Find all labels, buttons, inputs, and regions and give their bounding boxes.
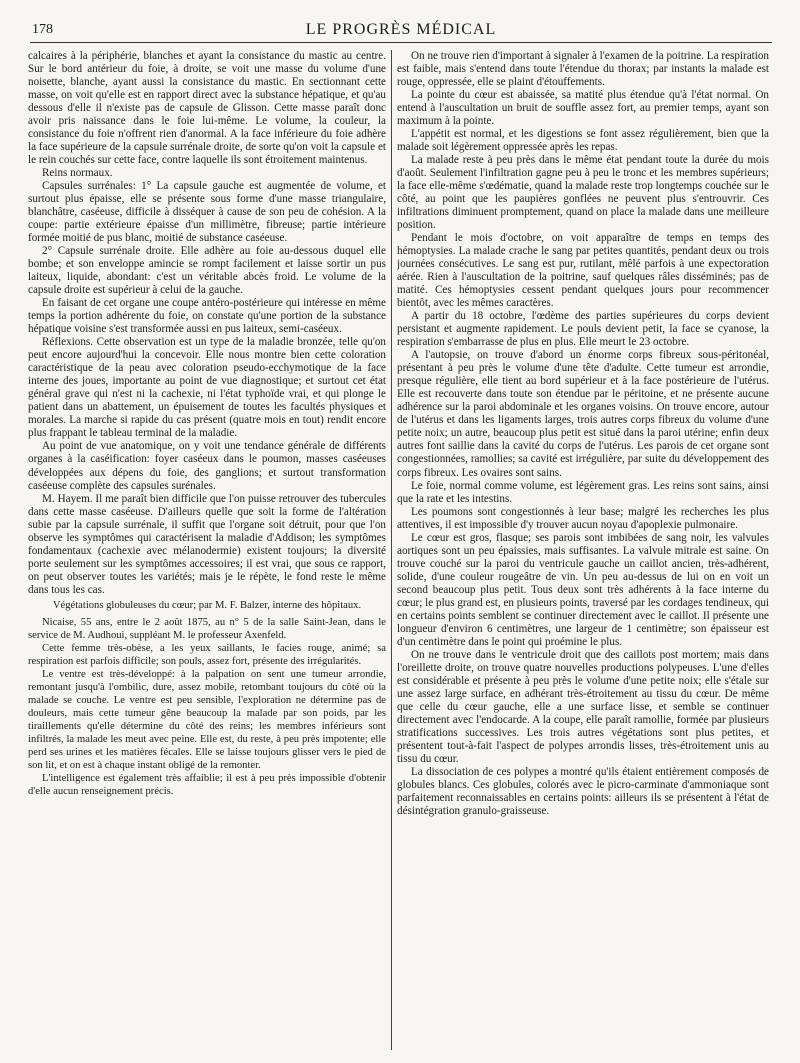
column-divider [391,50,392,1050]
paragraph: On ne trouve dans le ventricule droit que des caillots post mortem; mais dans l'oreillette droite, on trouve quatre nouvelles productions polypeuses. L'une d'elles est considérable et présente à peu près le volume d'une petite noix; elle s'étale sur une assez large surface, en adhérant très-étroitement au tissu du cœur. De même que celle du cœur gauche, elle a une surface lisse, et semble se continuer directement avec l'endocarde. A la coupe, elle paraît ramollie, formée par plusieurs stratifications successives. Les trois autres végétations sont plus petites, et présentent tout-à-fait l'aspect de polypes arrondis lisses, très-étroitement unis au tissu du cœur. [397,648,769,765]
paragraph: La dissociation de ces polypes a montré qu'ils étaient entièrement composés de globules blancs. Ces globules, colorés avec le picro-carminate d'ammoniaque sont parfaitement reconnaissables en certains points: ailleurs ils se présentent à l'état de désintégration granulo-graisseuse. [397,765,769,817]
paragraph: Le foie, normal comme volume, est légèrement gras. Les reins sont sains, ainsi que la rate et les intestins. [397,479,769,505]
paragraph: Au point de vue anatomique, on y voit une tendance générale de différents organes à la caséification: foyer caséeux dans le poumon, masses caséeuses développées aux dépens du foie, des ganglions; et surtout transformation caséeuse complète des capsules surénales. [28,440,386,492]
paragraph: Reins normaux. [42,167,113,180]
paragraph: A partir du 18 octobre, l'œdème des parties supérieures du corps devient persistant et augmente rapidement. Le pouls devient petit, la face se cyanose, la respiration s'embarrasse de plus en plus. Elle meurt le 23 octobre. [397,310,769,349]
journal-title: LE PROGRÈS MÉDICAL [305,21,497,38]
running-header [30,20,772,43]
right-column [397,50,769,1053]
paragraph: La pointe du cœur est abaissée, sa matité plus étendue qu'à l'état normal. On entend à l'auscultation un bruit de souffle assez fort, au premier temps, ayant son maximum à la pointe. [397,89,769,128]
paragraph: M. Hayem. Il me paraît bien difficile que l'on puisse retrouver des tubercules dans cette masse caséeuse. D'ailleurs quelle que soit la forme de l'altération subie par la capsule surrénale, il suffit que l'organe soit détruit, pour que l'on observe les symptômes qui caractérisent la maladie d'Addison; les symptômes fondamentaux (cachexie avec mélanodermie) existent toujours; la diversité porte seulement sur les symptômes accessoires; il est vrai, que sous ce rapport, on peut observer toutes les variétés; mais je le répète, le fond reste le même dans tous les cas. [28,492,386,596]
page-number: 178 [32,22,53,37]
paragraph: La malade reste à peu près dans le même état pendant toute la durée du mois d'août. Seulement l'infiltration gagne peu à peu le tronc et les membres supérieurs; la face elle-même s'œdématie, quand la malade reste trop longtemps couchée sur le côté, au point que les paupières gonflées ne peuvent plus s'entrouvrir. Ces infiltrations diminuent promptement, quand on place la malade dans une meilleure position. [397,154,769,232]
paragraph: L'intelligence est également très affaiblie; il est à peu près impossible d'obtenir d'elle aucun renseignement précis. [28,772,386,797]
paragraph: calcaires à la périphérie, blanches et ayant la consistance du mastic au centre. Sur le bord antérieur du foie, à droite, se voit une masse du volume d'une noisette, blanche, ayant aussi la consistance du mastic. En sectionnant cette masse, on voit qu'elle est en rapport direct avec la substance hépatique, et qu'au dessous d'elle il n'existe pas de capsule de Glisson. Cette masse paraît donc avoir pris naissance dans le foie lui-même. Le volume, la couleur, la consistance du foie n'offrent rien d'anormal. A la face inférieure du foie adhère la face supérieure de la capsule surrénale droite, de sorte qu'on voit la capsule et le rein couchés sur cette face, contre laquelle ils sont étroitement maintenus. [28,50,386,167]
left-column [28,50,386,1053]
paragraph: Le ventre est très-développé: à la palpation on sent une tumeur arrondie, remontant jusqu'à l'ombilic, dure, assez mobile, retombant toujours du côté où la malade se couche. Le ventre est peu sensible, l'exploration ne détermine pas de douleurs, mais cette tumeur gêne beaucoup la malade par son poids, par les tiraillements qu'elle détermine du côté des reins; les membres inférieurs sont infiltrés, la malade les meut avec peine. Elle est, du reste, à peu près impotente; elle perd ses urines et les matières fécales. Elle se laisse toujours glisser vers le pied de son lit, et on est à chaque instant obligé de la remonter. [28,668,386,771]
paragraph: Capsules surrénales: 1° La capsule gauche est augmentée de volume, et surtout plus épaisse, elle se présente sous forme d'une masse triangulaire, blanchâtre, caséeuse, difficile à disséquer à cause de son peu de cohésion. A la coupe: partie extérieure épaisse d'un millimètre, fibreuse; partie intérieure formée moitié de pus blanc, moitié de substance caséeuse. [28,180,386,245]
paragraph: Cette femme très-obèse, a les yeux saillants, le facies rouge, animé; sa respiration est parfois difficile; son pouls, assez fort, présente des irrégularités. [28,642,386,667]
paragraph: Le cœur est gros, flasque; ses parois sont imbibées de sang noir, les valvules aortiques sont un peu épaissies, mais suffisantes. La valvule mitrale est saine. On trouve couché sur la paroi du ventricule gauche un caillot ancien, très-adhérent, solide, d'une couleur rougeâtre de vin. Un peu au-dessus de lui on en voit un second beaucoup plus petit. Tous deux sont très adhérents à la face interne du cœur; le plus grand est, en plusieurs points, traversé par les cordages tendineux, qui en certains points semblent se continuer directement avec le caillot. Il présente une longueur d'environ 6 centimètres, une largeur de 1 centimètre; son épaisseur est d'un centimètre dans le point qui proémine le plus. [397,531,769,648]
article-heading: Végétations globuleuses du cœur; par M. F. Balzer, interne des hôpitaux. [52,599,362,611]
paragraph: Nicaise, 55 ans, entre le 2 août 1875, au n° 5 de la salle Saint-Jean, dans le service de M. Audhoui, suppléant M. le professeur Axenfeld. [28,616,386,641]
paragraph: Les poumons sont congestionnés à leur base; malgré les recherches les plus attentives, il est impossible d'y trouver aucun noyau d'apoplexie pulmonaire. [397,505,769,531]
paragraph: 2° Capsule surrénale droite. Elle adhère au foie au-dessous duquel elle bombe; et son enveloppe amincie se rompt facilement et laisse sortir un pus laiteux, liquide, abondant: c'est un véritable abcès froid. Le volume de la capsule droite est supérieur à celui de la gauche. [28,245,386,297]
paragraph: Pendant le mois d'octobre, on voit apparaître de temps en temps des hémoptysies. La malade crache le sang par petites quantités, pendant deux ou trois journées consécutives. Le sang est pur, rutilant, mêlé parfois à une expectoration aérée. Rien à l'auscultation de la poitrine, sauf quelques râles disséminés; pas de matité. Ces hémoptysies cessent pendant quelques jours pour recommencer bientôt, avec les mêmes caractères. [397,232,769,310]
paragraph: L'appétit est normal, et les digestions se font assez régulièrement, bien que la malade soit légèrement oppressée après les repas. [397,128,769,154]
paragraph: On ne trouve rien d'important à signaler à l'examen de la poitrine. La respiration est faible, mais s'entend dans toute l'étendue du thorax; par instants la malade est rouge, oppressée, elle se plaint d'étouffements. [397,50,769,89]
paragraph: A l'autopsie, on trouve d'abord un énorme corps fibreux sous-péritonéal, présentant à peu près le volume d'une tête d'adulte. Cette tumeur est arrondie, presque régulière, elle tient au bord supérieur et à la face postérieure de l'utérus. Elle est recouverte dans toute son étendue par le péritoine, et ne présente aucune adhérence sur la paroi abdominale et les organes voisins. On trouve encore, autour de l'utérus et dans les ligaments larges, trois autres corps fibreux du volume d'une petite noix; un autre, beaucoup plus petit est situé dans la paroi utérine; enfin deux autres font saillie dans la cavité du corps de l'utérus. Les parois de cet organe sont congestionnées, ramollies; sa cavité est irrégulière, par suite du développement des corps fibreux. Les ovaires sont sains. [397,349,769,479]
paragraph: Réflexions. Cette observation est un type de la maladie bronzée, telle qu'on peut encore aujourd'hui la concevoir. Elle nous montre bien cette coloration caractéristique de la peau avec coloration pseudo-ecchymotique de la face interne des joues, importante au point de vue diagnostique; et surtout cet état général grave qui n'est ni la cachexie, ni l'état typhoïde vrai, et qui plonge le patient dans un abattement, un épuisement de toutes les facultés physiques et morales. La marche si rapide du cas présent (quatre mois en tout) rendit encore plus frappant le tableau terminal de la maladie. [28,336,386,440]
paragraph: En faisant de cet organe une coupe antéro-postérieure qui intéresse en même temps la portion adhérente du foie, on constate qu'une portion de la substance hépatique voisine s'est transformée aussi en pus laiteux, semi-caséeux. [28,297,386,336]
